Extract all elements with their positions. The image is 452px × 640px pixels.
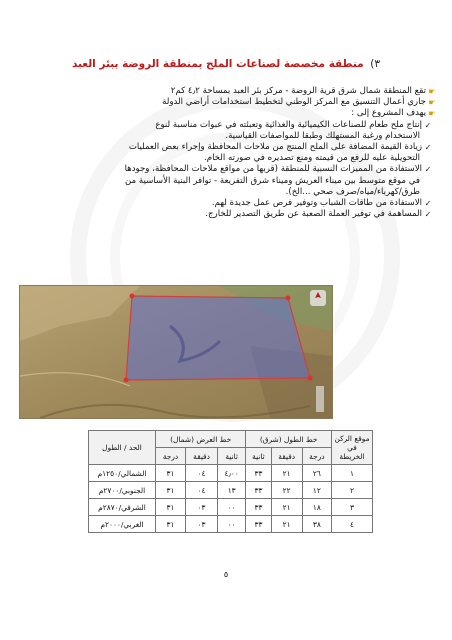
table-cell: ١٢: [302, 482, 331, 499]
line-text: التحويلية عليه للرفع من قيمته ومنع تصديره في صورته الخام.: [204, 153, 420, 164]
table-cell: ٣١: [156, 482, 186, 499]
table-cell: ٠٤: [186, 482, 218, 499]
text-line: [22, 108, 438, 119]
satellite-map: [19, 285, 333, 419]
table-cell: ٢٢: [271, 482, 302, 499]
line-text: جاري أعمال التنسيق مع المركز الوطني لتخطيط استخدامات أراضي الدولة: [162, 97, 426, 108]
line-text: الاستفادة من المميزات النسبية للمنطقة (قربها من مواقع ملاحات المحافظة، وجودها: [124, 164, 422, 175]
map-zoom-slider: [316, 386, 324, 412]
subheader: درجة: [302, 448, 331, 465]
section-number: ٣): [370, 58, 381, 70]
subheader: ثانية: [246, 448, 271, 465]
text-line: [22, 176, 438, 187]
check-icon: ✓: [424, 143, 432, 153]
table-row: [89, 516, 373, 533]
line-text: طرق/كهرباء/مياه/صرف صحي ...الخ).: [285, 186, 420, 197]
table-cell: ٣٨: [302, 516, 331, 533]
table-cell: ٣٣: [246, 482, 271, 499]
corner-marker-3: [308, 376, 313, 381]
line-text: زيادة القيمة المضافة على الملح المنتج من ملاحات المحافظة وإجراء بعض العمليات: [128, 142, 422, 153]
check-icon: ✓: [424, 120, 432, 130]
table-cell: ٢٦: [302, 465, 331, 482]
table-cell: ٣١: [156, 465, 186, 482]
header-longitude: خط الطول (شرق): [246, 431, 332, 448]
line-text: الاستخدام ورغبة المستهلك وطبقا للمواصفات القياسية.: [225, 130, 420, 141]
table-cell: ٠٣: [186, 516, 218, 533]
table-cell: ٢١: [271, 465, 302, 482]
table-cell: ٢١: [271, 499, 302, 516]
text-line: [22, 153, 438, 164]
line-text: إنتاج ملح طعام للصناعات الكيميائية والغذائية وتعبئته في عبوات مناسبة لنوع: [155, 119, 422, 130]
check-icon: ✓: [424, 165, 432, 175]
table-cell: ٣٣: [246, 499, 271, 516]
text-line: [22, 120, 438, 131]
header-latitude: خط العرض (شمال): [156, 431, 246, 448]
map-image: [20, 286, 332, 418]
table-cell: ٤: [332, 516, 373, 533]
table-cell: ٣٣: [246, 516, 271, 533]
check-icon: ✓: [424, 199, 432, 209]
table-row: [89, 465, 373, 482]
table-cell: ٣١: [156, 516, 186, 533]
subheader: دقيقة: [271, 448, 302, 465]
table-cell: ٣١: [156, 499, 186, 516]
table-cell: ٠٣: [186, 499, 218, 516]
coordinates-table: [88, 430, 373, 533]
line-text: تقع المنطقة شمال شرق قرية الروضة - مركز بئر العبد بمساحة ٤٫٢ كم٢: [170, 86, 426, 96]
line-text: يهدف المشروع إلى :: [351, 108, 426, 119]
table-cell: ٣٣: [246, 465, 271, 482]
section-title-text: منطقة مخصصة لصناعات الملح بمنطقة الروضة ببئر العبد: [71, 58, 364, 70]
line-text: في موقع متوسط بين ميناء العريش وميناء شرق التفريعة - توافر البنية الأساسية من: [125, 175, 420, 186]
corner-marker-2: [286, 296, 291, 301]
pointing-hand-icon: ☛: [428, 109, 436, 119]
table-cell: ١٣: [218, 482, 246, 499]
table-cell: ٣: [332, 499, 373, 516]
table-cell: ٠٤: [186, 465, 218, 482]
table-cell: الجنوبي/٢٧٠٠م: [89, 482, 156, 499]
table-cell: ٤٫٠٠: [218, 465, 246, 482]
text-line: [22, 164, 438, 175]
subheader: درجة: [156, 448, 186, 465]
line-text: المساهمة في توفير العملة الصعبة عن طريق التصدير للخارج.: [205, 209, 422, 220]
table-cell: ٢١: [271, 516, 302, 533]
line-text: الاستفادة من طاقات الشباب وتوفير فرص عمل جديدة لهم.: [211, 198, 422, 209]
text-line: [22, 187, 438, 198]
text-line: [22, 142, 438, 153]
text-line: [22, 86, 438, 97]
check-icon: ✓: [424, 210, 432, 220]
table-cell: ٠٠: [218, 516, 246, 533]
header-limit: الحد / الطول: [89, 431, 156, 465]
text-line: [22, 131, 438, 142]
subheader: ثانية: [218, 448, 246, 465]
project-area-polygon: [126, 296, 310, 380]
corner-marker-4: [124, 378, 129, 383]
table-cell: ٢: [332, 482, 373, 499]
section-title: [20, 58, 432, 70]
pointing-hand-icon: ☛: [428, 98, 436, 108]
pointing-hand-icon: ☛: [428, 87, 436, 96]
page-number: ٥: [223, 570, 229, 579]
table-row: [89, 482, 373, 499]
table-cell: الغربي/٢٠٠٠م: [89, 516, 156, 533]
text-line: [22, 198, 438, 209]
table-row: [89, 499, 373, 516]
table-cell: ١: [332, 465, 373, 482]
table-cell: الشمالي/١٢٥٠م: [89, 465, 156, 482]
body-text: [22, 86, 438, 220]
table-cell: الشرقي/٢٨٧٠م: [89, 499, 156, 516]
text-line: [22, 209, 438, 220]
coordinates-table-wrapper: [88, 430, 373, 533]
table-cell: ١٨: [302, 499, 331, 516]
text-line: [22, 97, 438, 108]
table-cell: ٠٠: [218, 499, 246, 516]
header-point: موقع الركن في الخريطة: [332, 431, 373, 465]
subheader: دقيقة: [186, 448, 218, 465]
corner-marker-1: [130, 294, 135, 299]
